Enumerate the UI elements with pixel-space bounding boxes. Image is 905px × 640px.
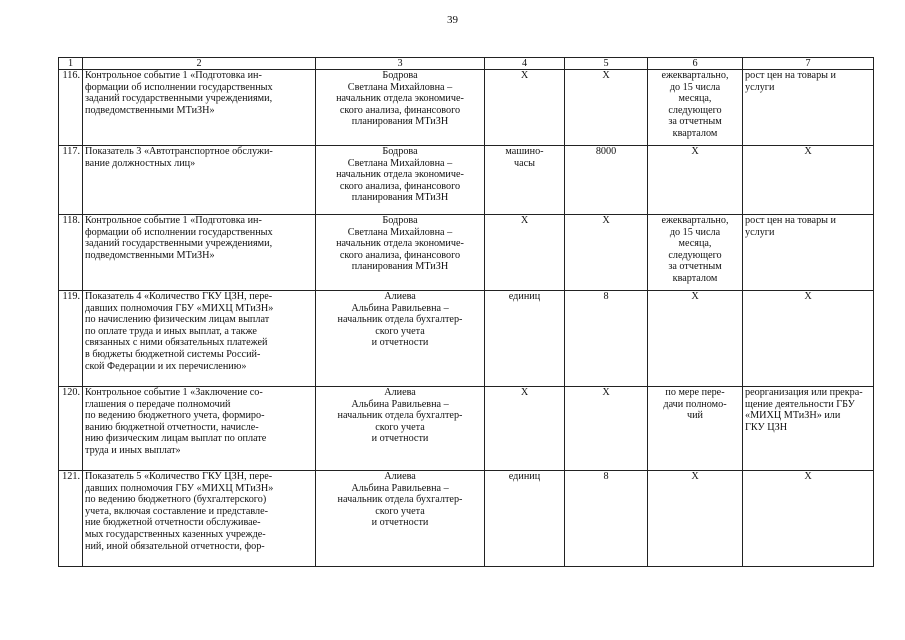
- row-name: Контрольное событие 1 «Заключение со- глашения о передаче полномочий по ведению бюджетного учета, формиро- ванию бюджетной отчетности, начисле- нию физическим лицам выплат по оплате труда и иных выплат»: [83, 387, 316, 471]
- row-name: Контрольное событие 1 «Подготовка ин- формации об исполнении государственных заданий государственными учреждениями, подведомственными МТиЗН»: [83, 70, 316, 146]
- table-row: [59, 291, 874, 387]
- row-number: 121.: [59, 471, 83, 567]
- row-period: по мере пере- дачи полномо- чий: [648, 387, 743, 471]
- row-risk: рост цен на товары и услуги: [743, 70, 874, 146]
- row-value: Х: [565, 215, 648, 291]
- row-value: 8: [565, 471, 648, 567]
- row-unit: Х: [485, 215, 565, 291]
- column-header: 1: [59, 58, 83, 70]
- page-number: 39: [447, 14, 458, 26]
- row-period: ежеквартально, до 15 числа месяца, следующего за отчетным кварталом: [648, 70, 743, 146]
- table-row: [59, 215, 874, 291]
- row-number: 117.: [59, 146, 83, 215]
- row-responsible: Алиева Альбина Равильевна – начальник отдела бухгалтер- ского учета и отчетности: [316, 291, 485, 387]
- row-name: Контрольное событие 1 «Подготовка ин- формации об исполнении государственных заданий государственными учреждениями, подведомственными МТиЗН»: [83, 215, 316, 291]
- table-row: [59, 146, 874, 215]
- row-risk: Х: [743, 291, 874, 387]
- row-name: Показатель 4 «Количество ГКУ ЦЗН, пере- давших полномочия ГБУ «МИХЦ МТиЗН» по начислению физическим лицам выплат по оплате труда и иных выплат, а также связанных с ними обязательных платежей в бюджеты бюджетной системы Россий- ской Федерации и их перечислению»: [83, 291, 316, 387]
- row-responsible: Бодрова Светлана Михайловна – начальник отдела экономиче- ского анализа, финансового планирования МТиЗН: [316, 146, 485, 215]
- row-risk: Х: [743, 146, 874, 215]
- table-row: [59, 387, 874, 471]
- row-responsible: Бодрова Светлана Михайловна – начальник отдела экономиче- ского анализа, финансового планирования МТиЗН: [316, 70, 485, 146]
- row-value: Х: [565, 387, 648, 471]
- column-header: 6: [648, 58, 743, 70]
- row-value: Х: [565, 70, 648, 146]
- table-header-row: [59, 58, 874, 70]
- table-row: [59, 70, 874, 146]
- row-name: Показатель 3 «Автотранспортное обслужи- вание должностных лиц»: [83, 146, 316, 215]
- row-number: 118.: [59, 215, 83, 291]
- row-risk: реорганизация или прекра- щение деятельности ГБУ «МИХЦ МТиЗН» или ГКУ ЦЗН: [743, 387, 874, 471]
- column-header: 5: [565, 58, 648, 70]
- row-period: Х: [648, 291, 743, 387]
- row-risk: рост цен на товары и услуги: [743, 215, 874, 291]
- row-period: Х: [648, 471, 743, 567]
- row-number: 119.: [59, 291, 83, 387]
- row-name: Показатель 5 «Количество ГКУ ЦЗН, пере- давших полномочия ГБУ «МИХЦ МТиЗН» по ведению бюджетного (бухгалтерского) учета, включая составление и представле- ние бюджетной отчетности обслуживае- мых государственных казенных учрежде- ний, иной обязательной отчетности, фор-: [83, 471, 316, 567]
- column-header: 4: [485, 58, 565, 70]
- row-unit: Х: [485, 387, 565, 471]
- row-period: Х: [648, 146, 743, 215]
- document-table: [58, 57, 874, 567]
- row-unit: единиц: [485, 471, 565, 567]
- row-value: 8: [565, 291, 648, 387]
- row-responsible: Алиева Альбина Равильевна – начальник отдела бухгалтер- ского учета и отчетности: [316, 471, 485, 567]
- row-period: ежеквартально, до 15 числа месяца, следующего за отчетным кварталом: [648, 215, 743, 291]
- column-header: 3: [316, 58, 485, 70]
- column-header: 2: [83, 58, 316, 70]
- row-number: 120.: [59, 387, 83, 471]
- row-responsible: Бодрова Светлана Михайловна – начальник отдела экономиче- ского анализа, финансового планирования МТиЗН: [316, 215, 485, 291]
- row-unit: Х: [485, 70, 565, 146]
- row-risk: Х: [743, 471, 874, 567]
- row-responsible: Алиева Альбина Равильевна – начальник отдела бухгалтер- ского учета и отчетности: [316, 387, 485, 471]
- row-unit: машино- часы: [485, 146, 565, 215]
- table-row: [59, 471, 874, 567]
- column-header: 7: [743, 58, 874, 70]
- row-unit: единиц: [485, 291, 565, 387]
- row-number: 116.: [59, 70, 83, 146]
- row-value: 8000: [565, 146, 648, 215]
